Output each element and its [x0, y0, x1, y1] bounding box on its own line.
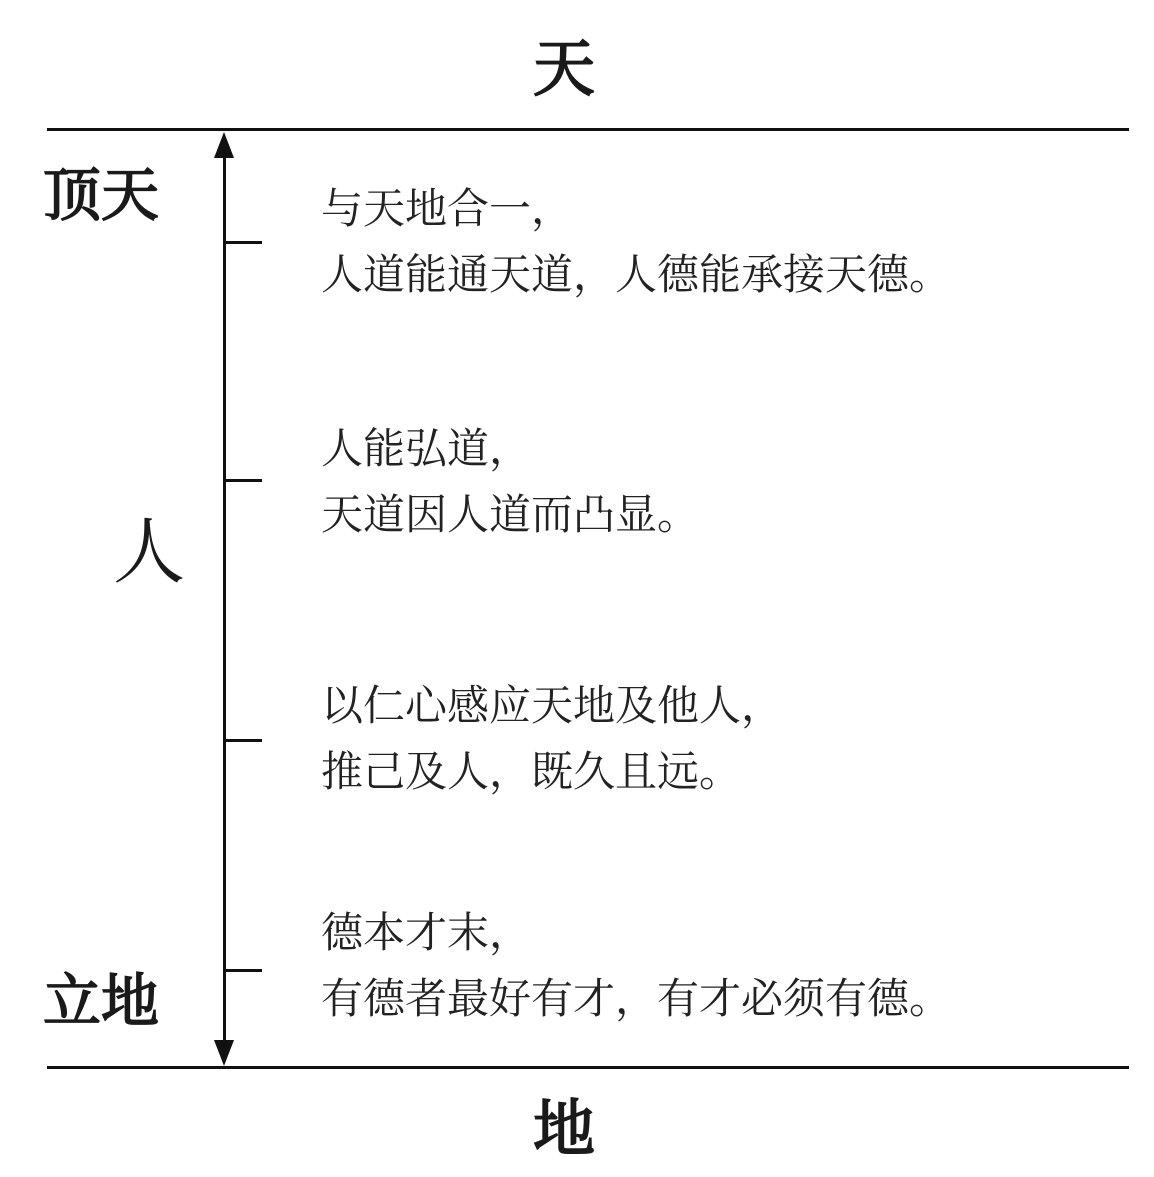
text-block-4 [321, 900, 951, 1032]
text-block-4-line-1: 德本才末， [321, 908, 532, 957]
text-block-4-line-2: 有德者最好有才，有才必须有德。 [321, 974, 952, 1023]
side-label-bottom: 立地 [43, 967, 160, 1035]
sky-label: 天 [533, 32, 596, 105]
text-block-3 [321, 673, 783, 805]
text-block-3-line-1: 以仁心感应天地及他人， [321, 681, 784, 730]
side-label-middle: 人 [113, 510, 186, 594]
text-block-2-line-2: 天道因人道而凸显。 [321, 490, 700, 539]
side-label-top: 顶天 [43, 161, 160, 229]
tick-3 [224, 739, 262, 742]
earth-label: 地 [533, 1092, 596, 1165]
earth-line [47, 1066, 1129, 1069]
tick-2 [224, 479, 262, 482]
text-block-1-line-1: 与天地合一， [321, 184, 574, 233]
tick-1 [224, 241, 262, 244]
text-block-1-line-2: 人道能通天道，人德能承接天德。 [321, 250, 952, 299]
text-block-3-line-2: 推己及人，既久且远。 [321, 747, 742, 796]
arrow-down-icon [214, 1040, 234, 1066]
axis-line [223, 150, 226, 1060]
sky-line [47, 128, 1129, 131]
tick-4 [224, 969, 262, 972]
text-block-1 [321, 176, 951, 308]
text-block-2 [321, 416, 699, 548]
text-block-2-line-1: 人能弘道， [321, 424, 532, 473]
